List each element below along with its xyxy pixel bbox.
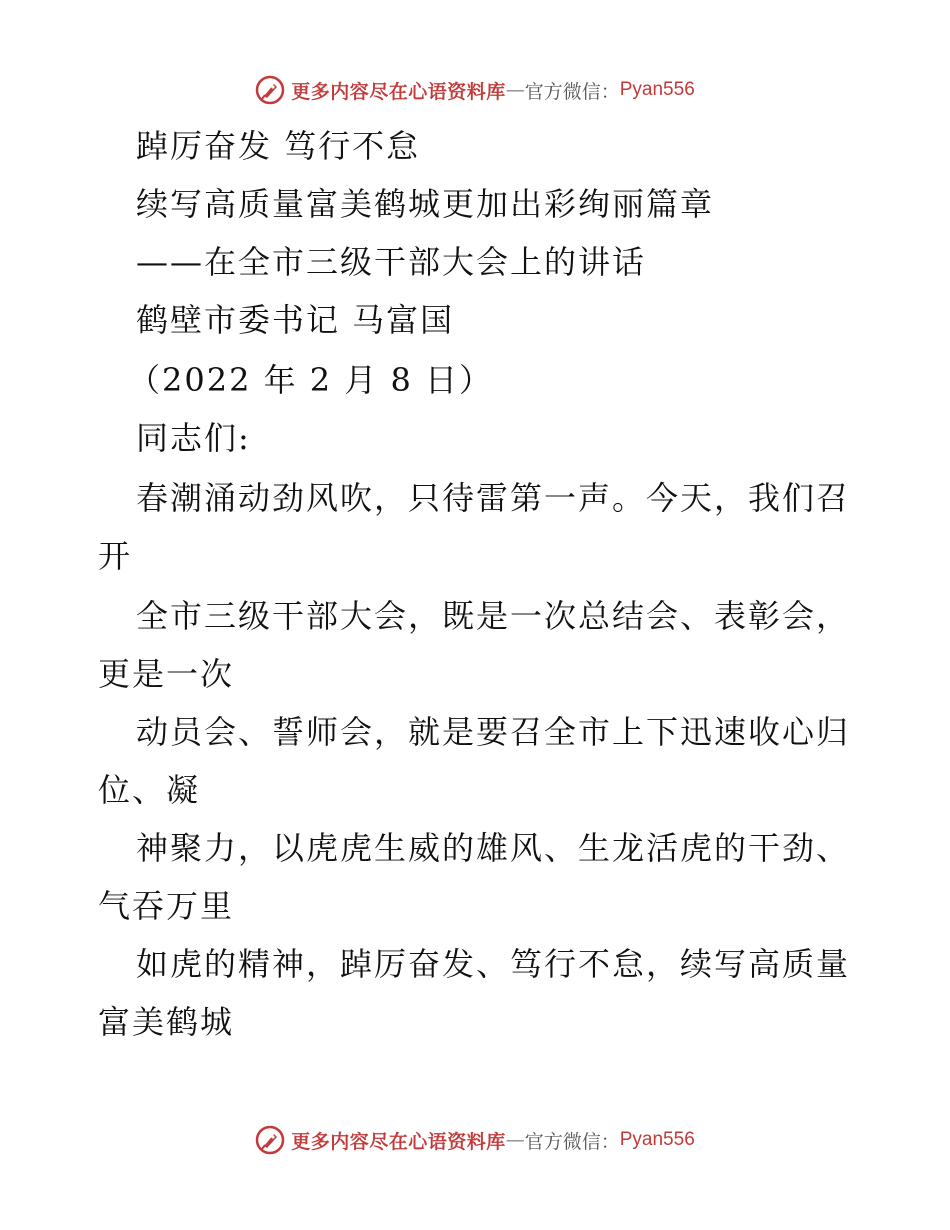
author-line: 鹤壁市委书记 马富国 — [136, 301, 455, 339]
footer-banner — [0, 1120, 950, 1160]
paragraph-line: 春潮涌动劲风吹，只待雷第一声。今天，我们召 — [136, 479, 851, 517]
salutation: 同志们: — [136, 419, 251, 457]
paragraph-line: 更是一次 — [98, 655, 235, 693]
subtitle: ——在全市三级干部大会上的讲话 — [136, 243, 647, 281]
banner-wechat-id: Pyan556 — [619, 1129, 695, 1150]
paragraph-line: 动员会、誓师会，就是要召全市上下迅速收心归 — [136, 713, 851, 751]
banner-separator: — — [505, 79, 525, 101]
banner-promo-text: 更多内容尽在心语资料库 — [291, 1130, 506, 1153]
banner-wechat-id: Pyan556 — [619, 79, 695, 100]
paragraph-line: 位、凝 — [98, 771, 201, 809]
paragraph-line: 如虎的精神，踔厉奋发、笃行不怠，续写高质量 — [136, 945, 851, 983]
pen-nib-logo-icon — [255, 75, 285, 105]
pen-nib-logo-icon — [255, 1125, 285, 1155]
banner-promo-text: 更多内容尽在心语资料库 — [291, 80, 506, 103]
banner-wechat-label: 官方微信： — [524, 1130, 620, 1153]
paragraph-line: 气吞万里 — [98, 887, 235, 925]
title-line-2: 续写高质量富美鹤城更加出彩绚丽篇章 — [136, 185, 715, 223]
paragraph-line: 开 — [98, 537, 133, 575]
banner-wechat-label: 官方微信： — [524, 80, 620, 103]
banner-separator: — — [505, 1129, 525, 1151]
title-line-1: 踔厉奋发 笃行不怠 — [136, 127, 421, 165]
date-line: （2022 年 2 月 8 日） — [128, 361, 494, 399]
header-banner — [0, 70, 950, 110]
paragraph-line: 富美鹤城 — [98, 1003, 235, 1041]
paragraph-line: 全市三级干部大会，既是一次总结会、表彰会， — [136, 597, 851, 635]
paragraph-line: 神聚力，以虎虎生威的雄风、生龙活虎的干劲、 — [136, 829, 851, 867]
